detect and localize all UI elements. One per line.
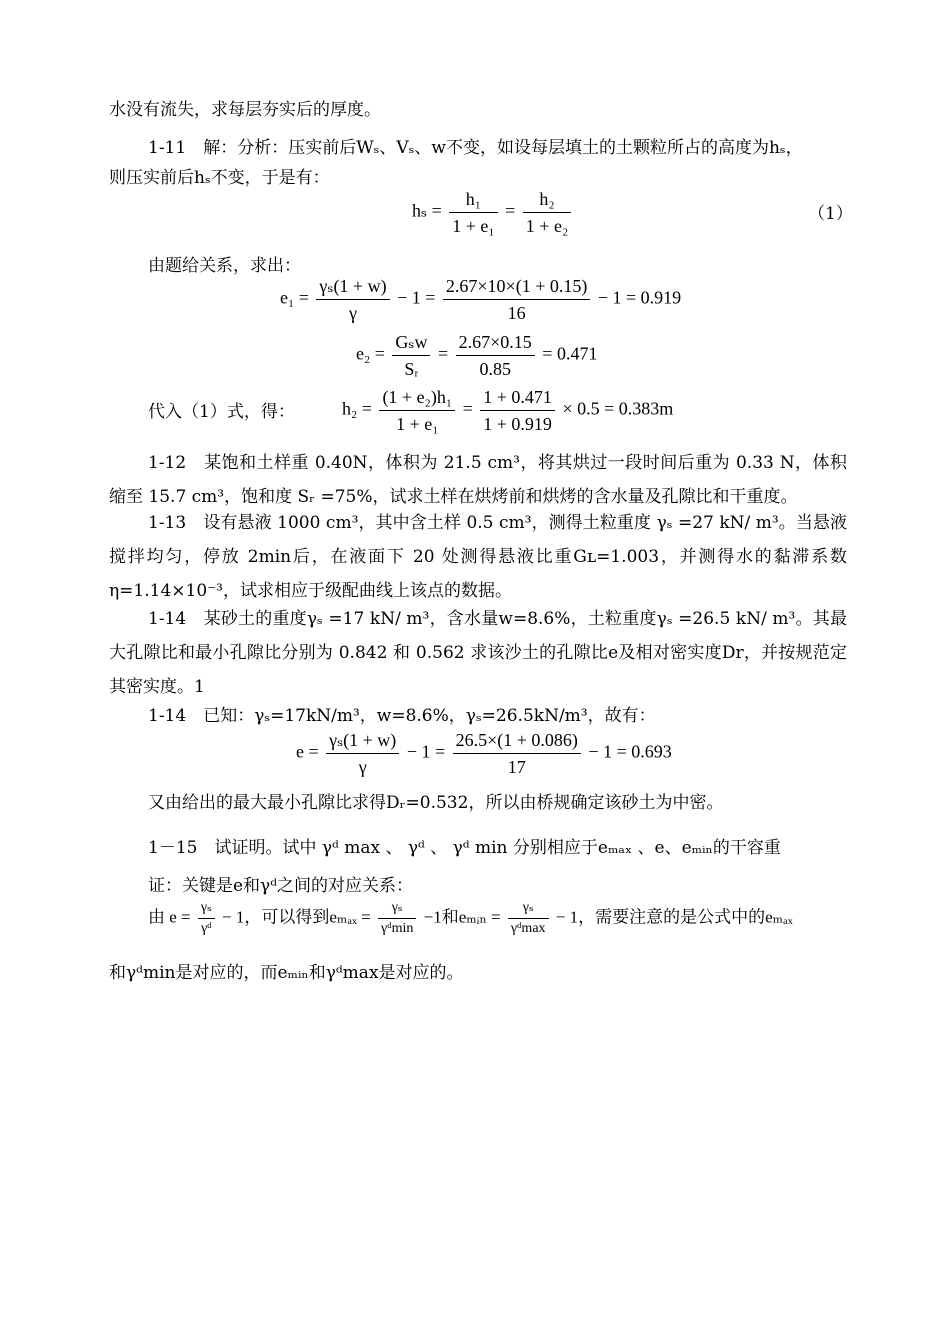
problem-1-13: 1-13 设有悬液 1000 cm³，其中含土样 0.5 cm³，测得土粒重度 γₛ =27 kN/ m³。当悬液搅拌均匀，停放 2min后，在液面下 20 处测得悬液比重Gʟ=1.003，并测得水的黏滞系数η=1.14×10⁻³，试求相应于级配曲线上该点的数据。 bbox=[109, 513, 847, 601]
equation-3: e₂ = $\frac{\text{Gₛw}}{\text{Sᵣ}}$ = $\frac{2.67\times 0.15}{0.85}$ = 0.471 bbox=[356, 332, 598, 379]
text-line: 证：关键是e和γᵈ之间的对应关系： bbox=[148, 876, 414, 896]
equation-6: 由 e = $\frac{\text{γₛ}}{\text{γᵈ}}$ − 1，可以得到eₘₐₓ = $\frac{\text{γₛ}}{\text{γᵈmin}}$ −1和eₘᵢₙ = $\frac{\text{γₛ}}{\text{γᵈmax}}$ − 1，需要注意的是公式中的eₘₐₓ bbox=[148, 900, 793, 936]
equation-number: （1） bbox=[808, 204, 853, 224]
text-line: 由题给关系，求出： bbox=[148, 256, 301, 276]
problem-1-14: 1-14 某砂土的重度γₛ =17 kN/ m³，含水量w=8.6%，土粒重度γₛ =26.5 kN/ m³。其最大孔隙比和最小孔隙比分别为 0.842 和 0.562 求该沙土的孔隙比e及相对密实度Dr，并按规范定其密实度。1 bbox=[109, 609, 847, 697]
text-line: 又由给出的最大最小孔隙比求得Dᵣ=0.532，所以由桥规确定该砂土为中密。 bbox=[148, 793, 724, 813]
text-line: 1-14 已知：γₛ=17kN/m³，w=8.6%，γₛ=26.5kN/m³，故有： bbox=[148, 706, 656, 726]
problem-1-12: 1-12 某饱和土样重 0.40N，体积为 21.5 cm³，将其烘过一段时间后重为 0.33 N，体积缩至 15.7 cm³，饱和度 Sᵣ =75%，试求土样在烘烤前和烘烤的含水量及孔隙比和干重度。 bbox=[109, 453, 847, 507]
equation-5: e = $\frac{\text{γₛ(1 + w)}}{\gamma}$ − 1 = $\frac{26.5\times(1 + 0.086)}{17}$ − 1 = 0.693 bbox=[296, 730, 672, 777]
text-line: 代入（1）式，得： bbox=[148, 402, 295, 422]
text-line: 1－15 试证明。试中 γᵈ max 、 γᵈ 、 γᵈ min 分别相应于eₘₐₓ 、e、eₘᵢₙ的干容重 bbox=[148, 838, 781, 858]
text-line: 和γᵈmin是对应的，而eₘᵢₙ和γᵈmax是对应的。 bbox=[109, 963, 464, 983]
equation-2: e₁ = $\frac{\text{γₛ(1 + w)}}{\gamma}$ − 1 = $\frac{2.67\times 10\times(1 + 0.15)}{16}$ − 1 = 0.919 bbox=[280, 276, 682, 323]
equation-4: h₂ = $\frac{\text{(1 + e₂)h₁}}{\text{1 + e₁}}$ = $\frac{1 + 0.471}{1 + 0.919}$ × 0.5 = 0.383m bbox=[342, 387, 674, 434]
text-line: 1-11 解：分析：压实前后Wₛ、Vₛ、w不变，如设每层填土的土颗粒所占的高度为hₛ， bbox=[148, 138, 803, 158]
text-line: 水没有流失，求每层夯实后的厚度。 bbox=[109, 100, 381, 120]
text-line: 则压实前后hₛ不变，于是有： bbox=[109, 168, 330, 188]
equation-1: hₛ = $\frac{\text{h₁}}{\text{1 + e₁}}$ = $\frac{\text{h₂}}{\text{1 + e₂}}$ bbox=[412, 188, 574, 237]
